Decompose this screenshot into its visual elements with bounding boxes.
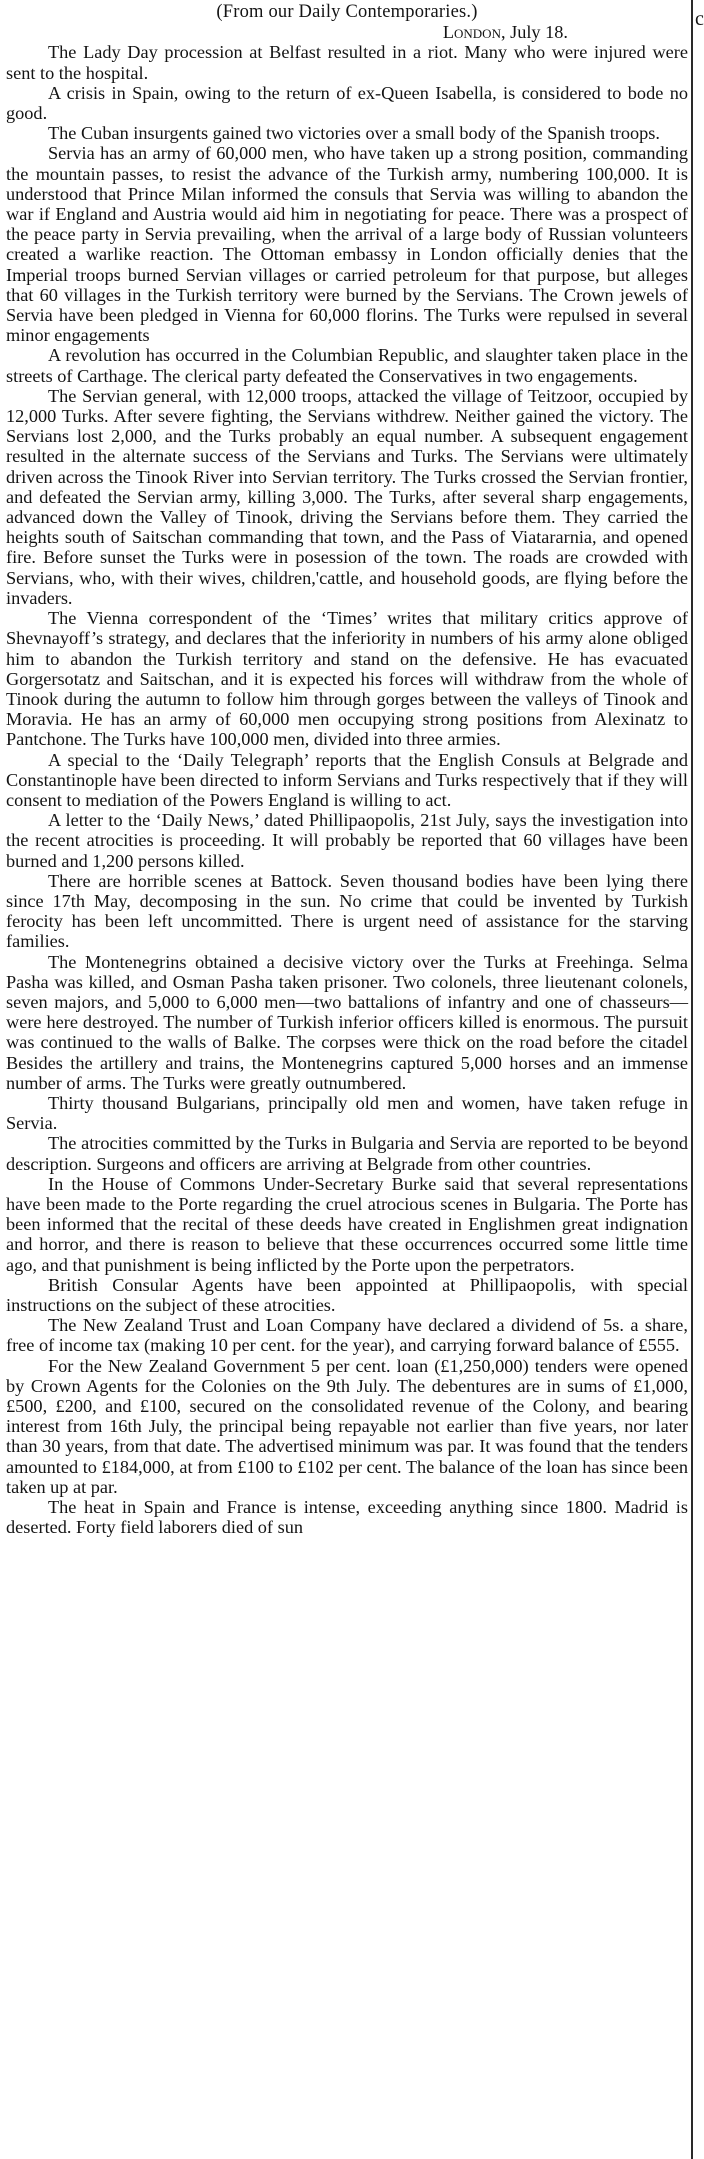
paragraph-montenegrin-victory: The Montenegrins obtained a decisive victory over the Turks at Freehinga. Selma Pasha was killed, and Osman Pasha taken prisoner. Two colonels, three lieutenant colonels, seven majors, and 5,000 to 6,000 men—two battalions of infantry and one of chasseurs—were here destroyed. The number of Turkish inferior officers killed is enormous. The pursuit was continued to the walls of Balke. The corpses were thick on the road before the citadel Besides the artillery and trains, the Montenegrins captured 5,000 horses and an immense number of arms. The Turks were greatly outnumbered. bbox=[6, 951, 688, 1093]
dateline bbox=[6, 22, 688, 42]
paragraph-columbian-revolution: A revolution has occurred in the Columbian Republic, and slaughter taken place in the streets of Carthage. The clerical party defeated the Conservatives in two engagements. bbox=[6, 345, 688, 386]
paragraph-trust-loan-company: The New Zealand Trust and Loan Company have declared a dividend of 5s. a share, free of income tax (making 10 per cent. for the year), and carrying forward balance of £555. bbox=[6, 1315, 688, 1356]
dateline-date: , July 18. bbox=[500, 22, 568, 43]
paragraph-servia-army: Servia has an army of 60,000 men, who have taken up a strong position, commanding the mountain passes, to resist the advance of the Turkish army, numbering 100,000. It is understood that Prince Milan informed the consuls that Servia was willing to abandon the war if England and Austria would aid him in negotiating for peace. There was a prospect of the peace party in Servia prevailing, when the arrival of a large body of Russian volunteers created a warlike reaction. The Ottoman embassy in London officially denies that the Imperial troops burned Servian villages or carried petroleum for that purpose, but alleges that 60 villages in the Turkish territory were burned by the Servians. The Crown jewels of Servia have been pledged in Vienna for 60,000 florins. The Turks were repulsed in several minor engagements bbox=[6, 143, 688, 346]
paragraph-servian-general: The Servian general, with 12,000 troops, attacked the village of Teitzoor, occupied by 12,000 Turks. After severe fighting, the Servians withdrew. Neither gained the victory. The Servians lost 2,000, and the Turks probably an equal number. A subsequent engagement resulted in the alternate success of the Servians and Turks. The Servians were ultimately driven across the Tinook River into Servian territory. The Turks crossed the Servian frontier, and defeated the Servian army, killing 3,000. The Turks, after several sharp engagements, advanced down the Valley of Tinook, driving the Servians before them. They carried the heights south of Saitschan commanding that town, and the Pass of Viatararnia, and opened fire. Before sunset the Turks were in posession of the town. The roads are crowded with Servians, who, with their wives, children,'cattle, and household goods, are flying before the invaders. bbox=[6, 385, 688, 608]
paragraph-cuban-insurgents: The Cuban insurgents gained two victories over a small body of the Spanish troops. bbox=[48, 123, 660, 144]
section-heading: (From our Daily Contemporaries.) bbox=[216, 2, 478, 22]
column-rule bbox=[691, 0, 693, 2159]
dateline-place: London bbox=[442, 22, 501, 43]
paragraph-atrocities: The atrocities committed by the Turks in Bulgaria and Servia are reported to be beyond description. Surgeons and officers are arriving at Belgrade from other countries. bbox=[6, 1133, 688, 1174]
paragraph-new-zealand-loan: For the New Zealand Government 5 per cent. loan (£1,250,000) tenders were opened by Crown Agents for the Colonies on the 9th July. The debentures are in sums of £1,000, £500, £200, and £100, secured on the consolidated revenue of the Colony, and bearing interest from 16th July, the principal being repayable not earlier than five years, nor later than 30 years, from that date. The advertised minimum was par. It was found that the tenders amounted to £184,000, at from £100 to £102 per cent. The balance of the loan has since been taken up at par. bbox=[6, 1355, 688, 1497]
article-column bbox=[6, 2, 688, 1537]
paragraph-battock-scenes: There are horrible scenes at Battock. Seven thousand bodies have been lying there since 17th May, decomposing in the sun. No crime that could be invented by Turkish ferocity has been left uncommitted. There is urgent need of assistance for the starving families. bbox=[6, 870, 688, 952]
next-column-edge-text: c bbox=[695, 8, 704, 30]
paragraph-daily-telegraph: A special to the ‘Daily Telegraph’ reports that the English Consuls at Belgrade and Constantinople have been directed to inform Servians and Turks respectively that if they will consent to mediation of the Powers England is willing to act. bbox=[6, 749, 688, 810]
paragraph-vienna-correspondent: The Vienna correspondent of the ‘Times’ writes that military critics approve of Shevnayoff’s strategy, and declares that the inferiority in numbers of his army alone obliged him to abandon the Turkish territory and stand on the defensive. He has evacuated Gorgersotatz and Saitschan, and it is expected his forces will withdraw from the whole of Tinook during the autumn to follow him through gorges between the valleys of Tinook and Moravia. He has an army of 60,000 men occupying strong positions from Alexinatz to Pantchone. The Turks have 100,000 men, divided into three armies. bbox=[6, 608, 688, 750]
paragraph-spain-crisis: A crisis in Spain, owing to the return of ex-Queen Isabella, is considered to bode no good. bbox=[6, 82, 688, 124]
paragraph-bulgarian-refugees: Thirty thousand Bulgarians, principally old men and women, have taken refuge in Servia. bbox=[6, 1092, 688, 1134]
paragraph-heat-spain-france: The heat in Spain and France is intense, exceeding anything since 1800. Madrid is deserted. Forty field laborers died of sun bbox=[6, 1497, 688, 1538]
paragraph-house-of-commons: In the House of Commons Under-Secretary Burke said that several representations have been made to the Porte regarding the cruel atrocious scenes in Bulgaria. The Porte has been informed that the recital of these deeds have created in Englishmen great indignation and horror, and there is reason to believe that these occurrences occurred some little time ago, and that punishment is being inflicted by the Porte upon the perpetrators. bbox=[6, 1173, 688, 1275]
paragraph-daily-news-letter: A letter to the ‘Daily News,’ dated Phillipaopolis, 21st July, says the investigation into the recent atrocities is proceeding. It will probably be reported that 60 villages have been burned and 1,200 persons killed. bbox=[6, 810, 688, 871]
paragraph-consular-agents: British Consular Agents have been appointed at Phillipaopolis, with special instructions on the subject of these atrocities. bbox=[6, 1274, 688, 1315]
paragraph-belfast-riot: The Lady Day procession at Belfast resulted in a riot. Many who were injured were sent to the hospital. bbox=[6, 42, 688, 83]
